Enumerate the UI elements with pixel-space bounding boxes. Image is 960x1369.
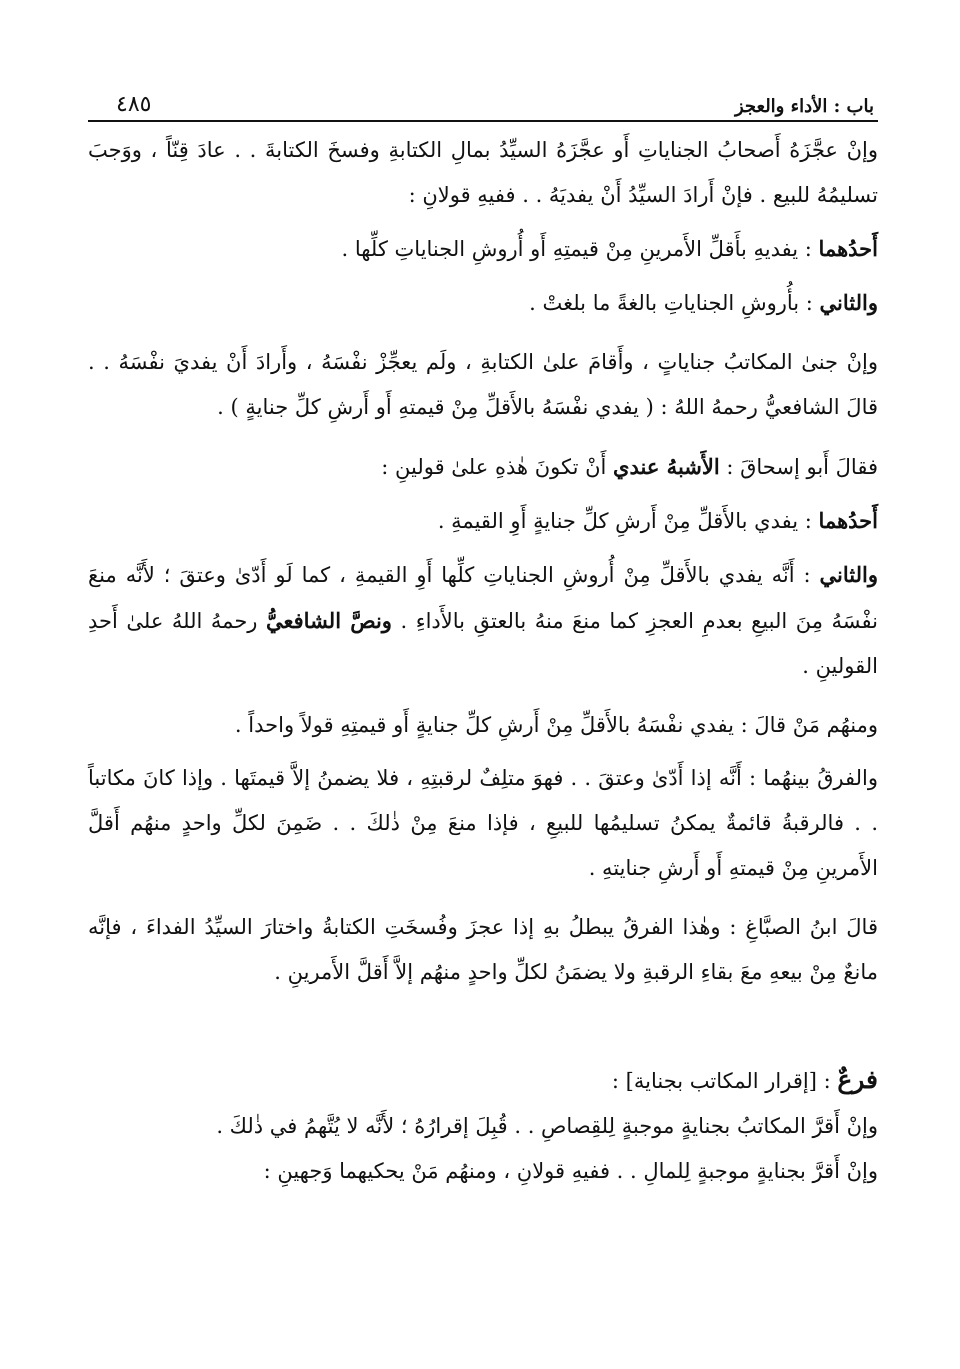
paragraph-10-text: قالَ ابنُ الصبَّاغِ : وهٰذا الفرقُ يبطلُ بهِ إذا عجزَ وفُسخَتِ الكتابةُ واختارَ السيِّدُ الفداءَ ، فإنَّه مانعٌ مِنْ بيعهِ معَ بقاءِ الرقبةِ ولا يضمَنُ لكلِّ واحدٍ منهُم إلاَّ أَقلَّ الأَمرينِ . xyxy=(88,915,878,984)
subsection xyxy=(88,1057,878,1194)
paragraph-4-text: وإنْ جنىٰ المكاتبُ جناياتٍ ، وأَقامَ علىٰ الكتابةِ ، ولَم يعجِّزْ نفْسَهُ ، وأَرادَ أَنْ يفديَ نفْسَهُ . . قالَ الشافعيُّ رحمهُ اللهُ : ( يفدي نفْسَهُ بالأَقلِّ مِنْ قيمتهِ أَو أَرشِ كلِّ جنايةٍ ) . xyxy=(88,350,878,419)
page-body xyxy=(88,128,878,1194)
paragraph-1 xyxy=(88,128,878,218)
paragraph-8 xyxy=(88,703,878,748)
paragraph-9 xyxy=(88,756,878,891)
paragraph-6-text: : يفدي بالأَقلِّ مِنْ أَرشِ كلِّ جنايةٍ أَوِ القيمةِ . xyxy=(437,509,819,533)
paragraph-2-text: : يفديهِ بأَقلِّ الأَمرينِ مِنْ قيمتِهِ أَو أُروشِ الجناياتِ كلِّها . xyxy=(341,237,819,261)
paragraph-7-bold: ونصَّ الشافعيُّ xyxy=(266,608,392,633)
paragraph-4 xyxy=(88,340,878,430)
paragraph-1-text: وإنْ عجَّزَهُ أَصحابُ الجناياتِ أَو عجَّزَهُ السيِّدُ بمالِ الكتابةِ وفسخَ الكتابةَ . . عادَ قِنّاً ، ووَجبَ تسليمُهُ للبيع . فإنْ أَرادَ السيِّدُ أَنْ يفديَهُ . . ففيهِ قولانِ : xyxy=(88,138,878,207)
subsection-line-2: وإنْ أَقرَّ بجنايةٍ موجبةٍ لِلمالِ . . ففيهِ قولانِ ، ومنهُم مَنْ يحكيهما وَجهينِ : xyxy=(263,1159,878,1183)
paragraph-7 xyxy=(88,552,878,689)
paragraph-8-text: ومنهُم مَنْ قالَ : يفدي نفْسَهُ بالأَقلِّ مِنْ أَرشِ كلِّ جنايةٍ أَو قيمتِهِ قولاً واحداً . xyxy=(234,713,878,737)
subsection-title: : [إقرار المكاتب بجناية] : xyxy=(611,1069,838,1093)
paragraph-3 xyxy=(88,280,878,326)
book-page xyxy=(88,78,878,1194)
paragraph-5-text: فقالَ أَبو إسحاقَ : xyxy=(719,455,878,479)
paragraph-7-lead: والثاني xyxy=(819,562,878,587)
paragraph-5 xyxy=(88,444,878,490)
paragraph-3-lead: والثاني xyxy=(819,290,878,315)
paragraph-2-lead: أَحدُهما xyxy=(818,236,878,261)
paragraph-6-lead: أَحدُهما xyxy=(818,508,878,533)
subsection-line-1: وإنْ أَقرَّ المكاتبُ بجنايةٍ موجبةٍ لِلقِصاصِ . . قُبِلَ إقرارُهُ ؛ لأَنَّه لا يُتَّهمُ في ذٰلكَ . xyxy=(216,1114,878,1138)
subsection-title-line xyxy=(88,1057,878,1104)
chapter-title: باب : الأداء والعجز xyxy=(734,96,874,117)
paragraph-7-text: : أَنَّه يفدي بالأَقلِّ مِنْ أُروشِ الجناياتِ كلِّها أَوِ القيمةِ ، كما لَو أَدّىٰ وعتقَ ؛ لأَنَّه منعَ نفْسَهُ مِنَ البيعِ بعدمِ العجزِ كما منعَ منهُ بالعتقِ بالأَداءِ . xyxy=(88,563,878,633)
paragraph-9-text: والفرقُ بينهُما : أَنَّه إذا أَدّىٰ وعتقَ . . فهوَ متلِفٌ لرقبتِهِ ، فلا يضمنُ إلاَّ قيمتَها . وإذا كانَ مكاتباً . . فالرقبةُ قائمةٌ يمكنُ تسليمُها للبيعِ ، فإذا منعَ مِنْ ذٰلكَ . . ضَمِنَ لكلِّ واحدٍ منهُم أَقلَّ الأَمرينِ مِنْ قيمتهِ أَو أَرشِ جنايتهِ . xyxy=(88,766,878,880)
paragraph-5-tail: أَنْ تكونَ هٰذهِ علىٰ قولينِ : xyxy=(381,455,614,479)
paragraph-6 xyxy=(88,498,878,544)
paragraph-7-tail: رحمهُ اللهُ علىٰ أَحدِ القولينِ . xyxy=(88,609,878,678)
paragraph-10 xyxy=(88,905,878,995)
paragraph-3-text: : بأُروشِ الجناياتِ بالغةً ما بلغتْ . xyxy=(529,291,820,315)
paragraph-5-bold: الأَشبهُ عندي xyxy=(613,454,720,479)
paragraph-2 xyxy=(88,226,878,272)
running-header xyxy=(88,78,878,122)
page-number: ٤٨٥ xyxy=(116,92,152,117)
subsection-heading: فرعٌ xyxy=(837,1065,878,1094)
